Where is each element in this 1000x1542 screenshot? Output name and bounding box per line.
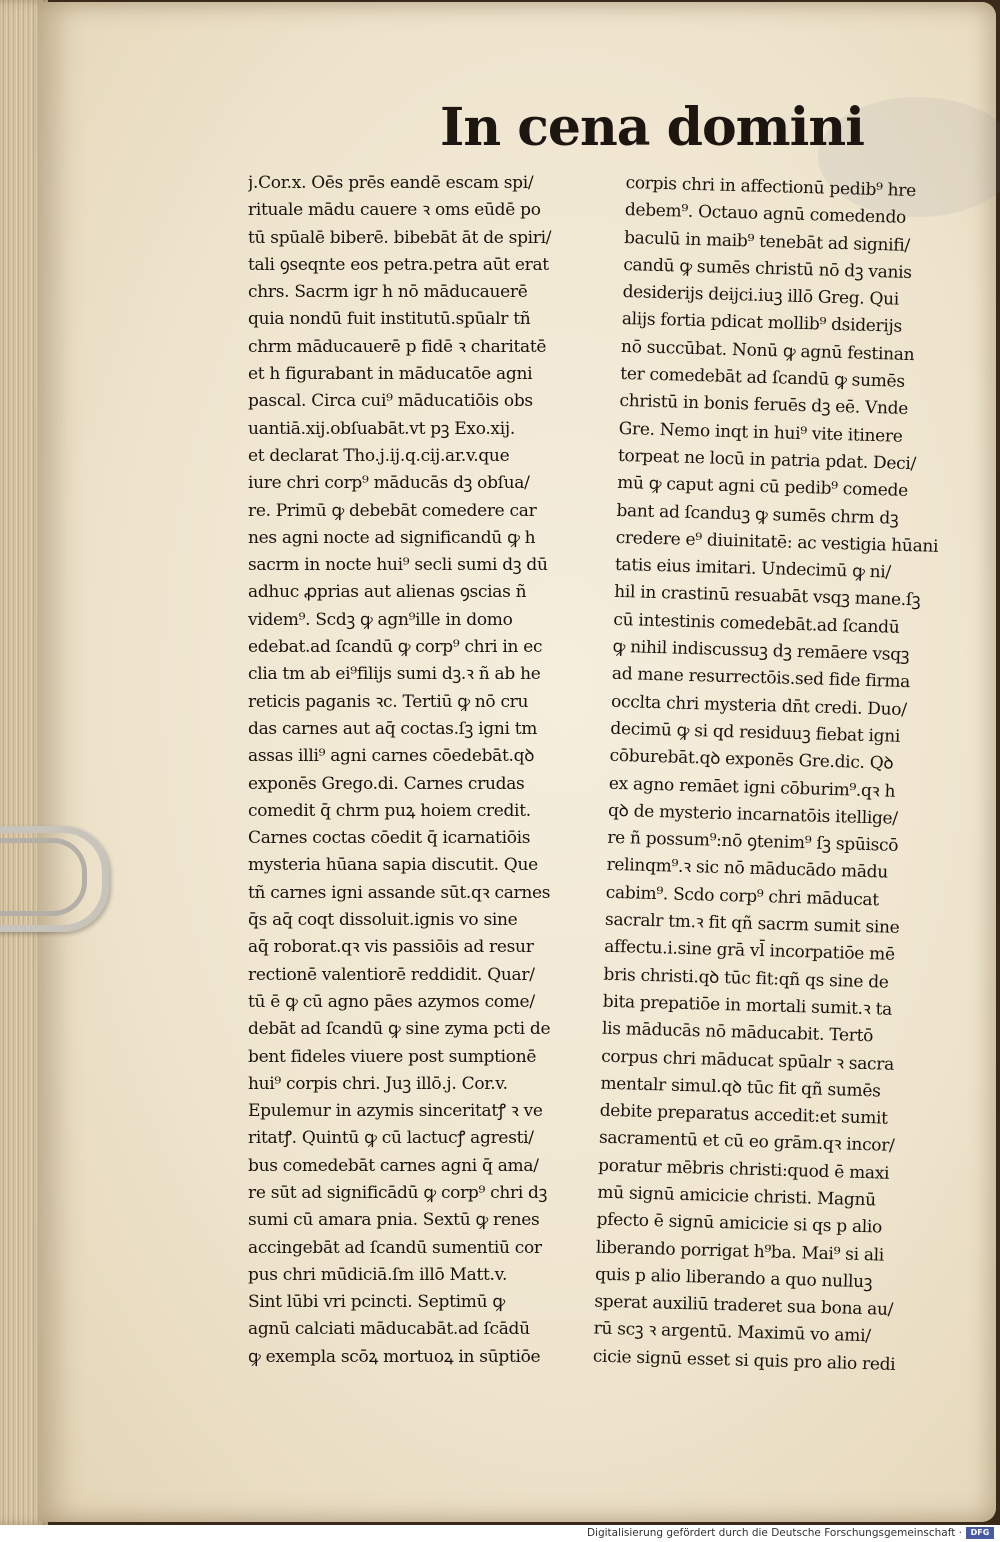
text-line: ꝙ exempla scōꝝ mortuoꝝ in sūptiōe bbox=[248, 1346, 541, 1367]
text-line: debite preparatus accedit:et sumit bbox=[599, 1100, 888, 1129]
text-line: cicie signū esset si quis pro alio redi bbox=[592, 1346, 896, 1375]
text-line: chrm māducauerē p fidē ꝛ charitatē bbox=[248, 336, 547, 357]
text-line: videm⁹. Scdꝫ ꝙ agn⁹ille in domo bbox=[248, 609, 513, 630]
running-head: In cena domini bbox=[440, 97, 864, 158]
text-line: agnū calciati māducabāt.ad ſcādū bbox=[248, 1319, 530, 1340]
text-line: et h figurabant in māducatōe agni bbox=[248, 364, 533, 385]
text-line: clia tm ab ei⁹filijs sumi dꝫ.ꝛ ñ ab he bbox=[248, 664, 541, 685]
text-line: ꝙ nihil indiscussuꝫ dꝫ remāere vsqꝫ bbox=[612, 636, 910, 666]
text-line: ex agno remāet igni cōburim⁹.qꝛ h bbox=[608, 773, 896, 802]
text-line: torpeat ne locū in patria pdat. Deci/ bbox=[617, 445, 917, 475]
text-line: cabim⁹. Scdo corp⁹ chri māducat bbox=[605, 882, 880, 911]
text-line: lis māducās nō māducabit. Tertō bbox=[601, 1018, 874, 1047]
text-line: accingebāt ad ſcandū sumentiū cor bbox=[248, 1237, 542, 1258]
text-line: bris christi.qꝺ tūc fit:qñ qs sine de bbox=[603, 964, 889, 993]
text-line: debem⁹. Octauo agnū comedendo bbox=[624, 200, 907, 229]
text-line: chrs. Sacrm igr h nō māducauerē bbox=[248, 282, 528, 303]
text-line: liberando porrigat h⁹ba. Mai⁹ si ali bbox=[595, 1237, 885, 1266]
text-line: desiderijs deijci.iuꝫ illō Greg. Qui bbox=[622, 282, 900, 310]
text-line: rū scꝫ ꝛ argentū. Maximū vo ami/ bbox=[593, 1319, 871, 1347]
text-line: decimū ꝙ si qd residuuꝫ fiebat igni bbox=[610, 718, 901, 747]
text-column-right bbox=[592, 170, 959, 1380]
text-line: tali ꝯseqnte eos petra.petra aūt erat bbox=[248, 254, 549, 275]
text-line: quia nondū fuit institutū.spūalr tñ bbox=[248, 309, 531, 330]
text-column-left bbox=[248, 170, 610, 1371]
text-line: tatis eius imitari. Undecimū ꝙ ni/ bbox=[614, 555, 892, 583]
text-line: das carnes aut aq̄ coctas.ſꝫ igni tm bbox=[248, 718, 538, 739]
paper-clip bbox=[0, 826, 109, 932]
text-line: hil in crastinū resuabāt vsqꝫ mane.ſꝫ bbox=[613, 582, 921, 611]
dfg-logo: DFG bbox=[966, 1527, 994, 1539]
text-line: Carnes coctas cōedit q̄ icarnatiōis bbox=[248, 828, 531, 849]
text-line: nes agni nocte ad significandū ꝙ h bbox=[248, 527, 536, 548]
text-line: tū spūalē biberē. bibebāt āt de spiri/ bbox=[248, 227, 552, 248]
text-line: Sint lūbi vri pcincti. Septimū ꝙ bbox=[248, 1292, 505, 1313]
text-line: Gre. Nemo inqt in hui⁹ vite itinere bbox=[618, 418, 903, 447]
text-line: assas illi⁹ agni carnes cōedebāt.qꝺ bbox=[248, 746, 535, 767]
text-line: rectionē valentiorē reddidit. Quar/ bbox=[248, 964, 535, 985]
text-line: bus comedebāt carnes agni q̄ ama/ bbox=[248, 1155, 539, 1176]
text-line: sacramentū et cū eo grām.qꝛ incor/ bbox=[598, 1128, 895, 1157]
text-line: rituale mādu cauere ꝛ oms eūdē po bbox=[248, 200, 541, 221]
text-line: corpis chri in affectionū pedib⁹ hre bbox=[625, 172, 917, 202]
text-line: quis p alio liberando a quo nulluꝫ bbox=[594, 1264, 873, 1293]
text-line: hui⁹ corpis chri. Juꝫ illō.j. Cor.v. bbox=[248, 1073, 508, 1094]
text-line: affectu.i.sine grā vl̄ incorpatiōe mē bbox=[604, 937, 895, 966]
text-line: pascal. Circa cui⁹ māducatiōis obs bbox=[248, 391, 533, 412]
text-line: Epulemur in azymis sinceritatꝭ ꝛ ve bbox=[248, 1101, 543, 1122]
text-line: baculū in maib⁹ tenebāt ad signifi/ bbox=[623, 227, 911, 256]
text-line: re ñ possum⁹:nō ꝯtenim⁹ ſꝫ spūiscō bbox=[607, 827, 899, 856]
text-line: sacralr tm.ꝛ fit qñ sacrm sumit sine bbox=[604, 909, 900, 938]
text-line: mū ꝙ caput agni cū pedib⁹ comede bbox=[616, 473, 909, 502]
text-line: pfecto ē signū amicicie si qs p alio bbox=[596, 1209, 883, 1238]
text-line: ad mane resurrectōis.sed fide firma bbox=[611, 664, 911, 693]
text-line: qꝺ de mysterio incarnatōis itellige/ bbox=[607, 800, 899, 829]
text-line: nō succūbat. Nonū ꝙ agnū festinan bbox=[620, 336, 915, 365]
text-line: comedit q̄ chrm puꝝ hoiem credit. bbox=[248, 800, 531, 821]
text-line: occlta chri mysteria dn̄t credi. Duo/ bbox=[610, 691, 907, 720]
text-line: reticis paganis ꝛc. Tertiū ꝙ nō cru bbox=[248, 691, 529, 712]
text-line: aq̄ roborat.qꝛ vis passiōis ad resur bbox=[248, 937, 534, 958]
text-line: tū ē ꝙ cū agno pāes azymos come/ bbox=[248, 991, 535, 1012]
text-line: j.Cor.x. Oēs prēs eandē escam spi/ bbox=[248, 173, 534, 193]
text-line: bita prepatiōe in mortali sumit.ꝛ ta bbox=[602, 991, 893, 1020]
text-line: sacrm in nocte hui⁹ secli sumi dꝫ dū bbox=[248, 555, 548, 576]
text-line: relinqm⁹.ꝛ sic nō māducādo mādu bbox=[606, 855, 889, 884]
text-line: candū ꝙ sumēs christū nō dꝫ vanis bbox=[623, 254, 912, 283]
text-line: mentalr simul.qꝺ tūc fit qñ sumēs bbox=[600, 1073, 881, 1102]
text-line: uantiā.xij.obſuabāt.vt pꝫ Exo.xij. bbox=[248, 418, 515, 439]
text-line: credere e⁹ diuinitatē: ac vestigia hūani bbox=[615, 527, 939, 557]
text-line: alijs fortia pdicat mollib⁹ dsiderijs bbox=[621, 309, 903, 338]
text-line: re sūt ad significādū ꝙ corp⁹ chri dꝫ bbox=[248, 1182, 548, 1203]
text-line: edebat.ad ſcandū ꝙ corp⁹ chri in ec bbox=[248, 637, 543, 658]
text-line: sperat auxiliū traderet sua bona au/ bbox=[594, 1291, 894, 1321]
text-line: mysteria hūana sapia discutit. Que bbox=[248, 855, 538, 876]
text-line: christū in bonis feruēs dꝫ eē. Vnde bbox=[619, 391, 909, 420]
text-line: q̄s aq̄ coqt dissoluit.ignis vo sine bbox=[248, 910, 518, 931]
funding-credit: Digitalisierung gefördert durch die Deutsche Forschungsgemeinschaft · bbox=[586, 1527, 962, 1539]
text-line: pus chri mūdiciā.ſm illō Matt.v. bbox=[248, 1264, 508, 1285]
text-line: poratur mēbris christi:quod ē maxi bbox=[597, 1155, 890, 1184]
text-line: re. Primū ꝙ debebāt comedere car bbox=[248, 500, 537, 521]
text-line: cū intestinis comedebāt.ad ſcandū bbox=[613, 609, 900, 638]
text-line: ritatꝭ. Quintū ꝙ cū lactucꝭ agresti/ bbox=[248, 1128, 534, 1149]
text-line: debāt ad ſcandū ꝙ sine zyma pcti de bbox=[248, 1019, 551, 1040]
text-line: iure chri corp⁹ māducās dꝫ obſua/ bbox=[248, 473, 530, 494]
text-line: mū signū amicicie christi. Magnū bbox=[597, 1182, 877, 1211]
text-line: ter comedebāt ad ſcandū ꝙ sumēs bbox=[620, 364, 906, 392]
text-line: tñ carnes igni assande sūt.qꝛ carnes bbox=[248, 882, 551, 903]
text-line: adhuc ꝓprias aut alienas ꝯscias ñ bbox=[248, 582, 527, 603]
text-line: cōburebāt.qꝺ exponēs Gre.dic. Qꝺ bbox=[609, 746, 894, 774]
text-line: corpus chri māducat spūalr ꝛ sacra bbox=[600, 1046, 895, 1075]
text-line: sumi cū amara pnia. Sextū ꝙ renes bbox=[248, 1210, 540, 1231]
text-line: bant ad ſcanduꝫ ꝙ sumēs chrm dꝫ bbox=[616, 500, 899, 529]
text-line: bent fideles viuere post sumptionē bbox=[248, 1046, 537, 1067]
text-line: exponēs Grego.di. Carnes crudas bbox=[248, 773, 525, 794]
text-line: et declarat Tho.j.ij.q.cij.ar.v.que bbox=[248, 445, 510, 466]
